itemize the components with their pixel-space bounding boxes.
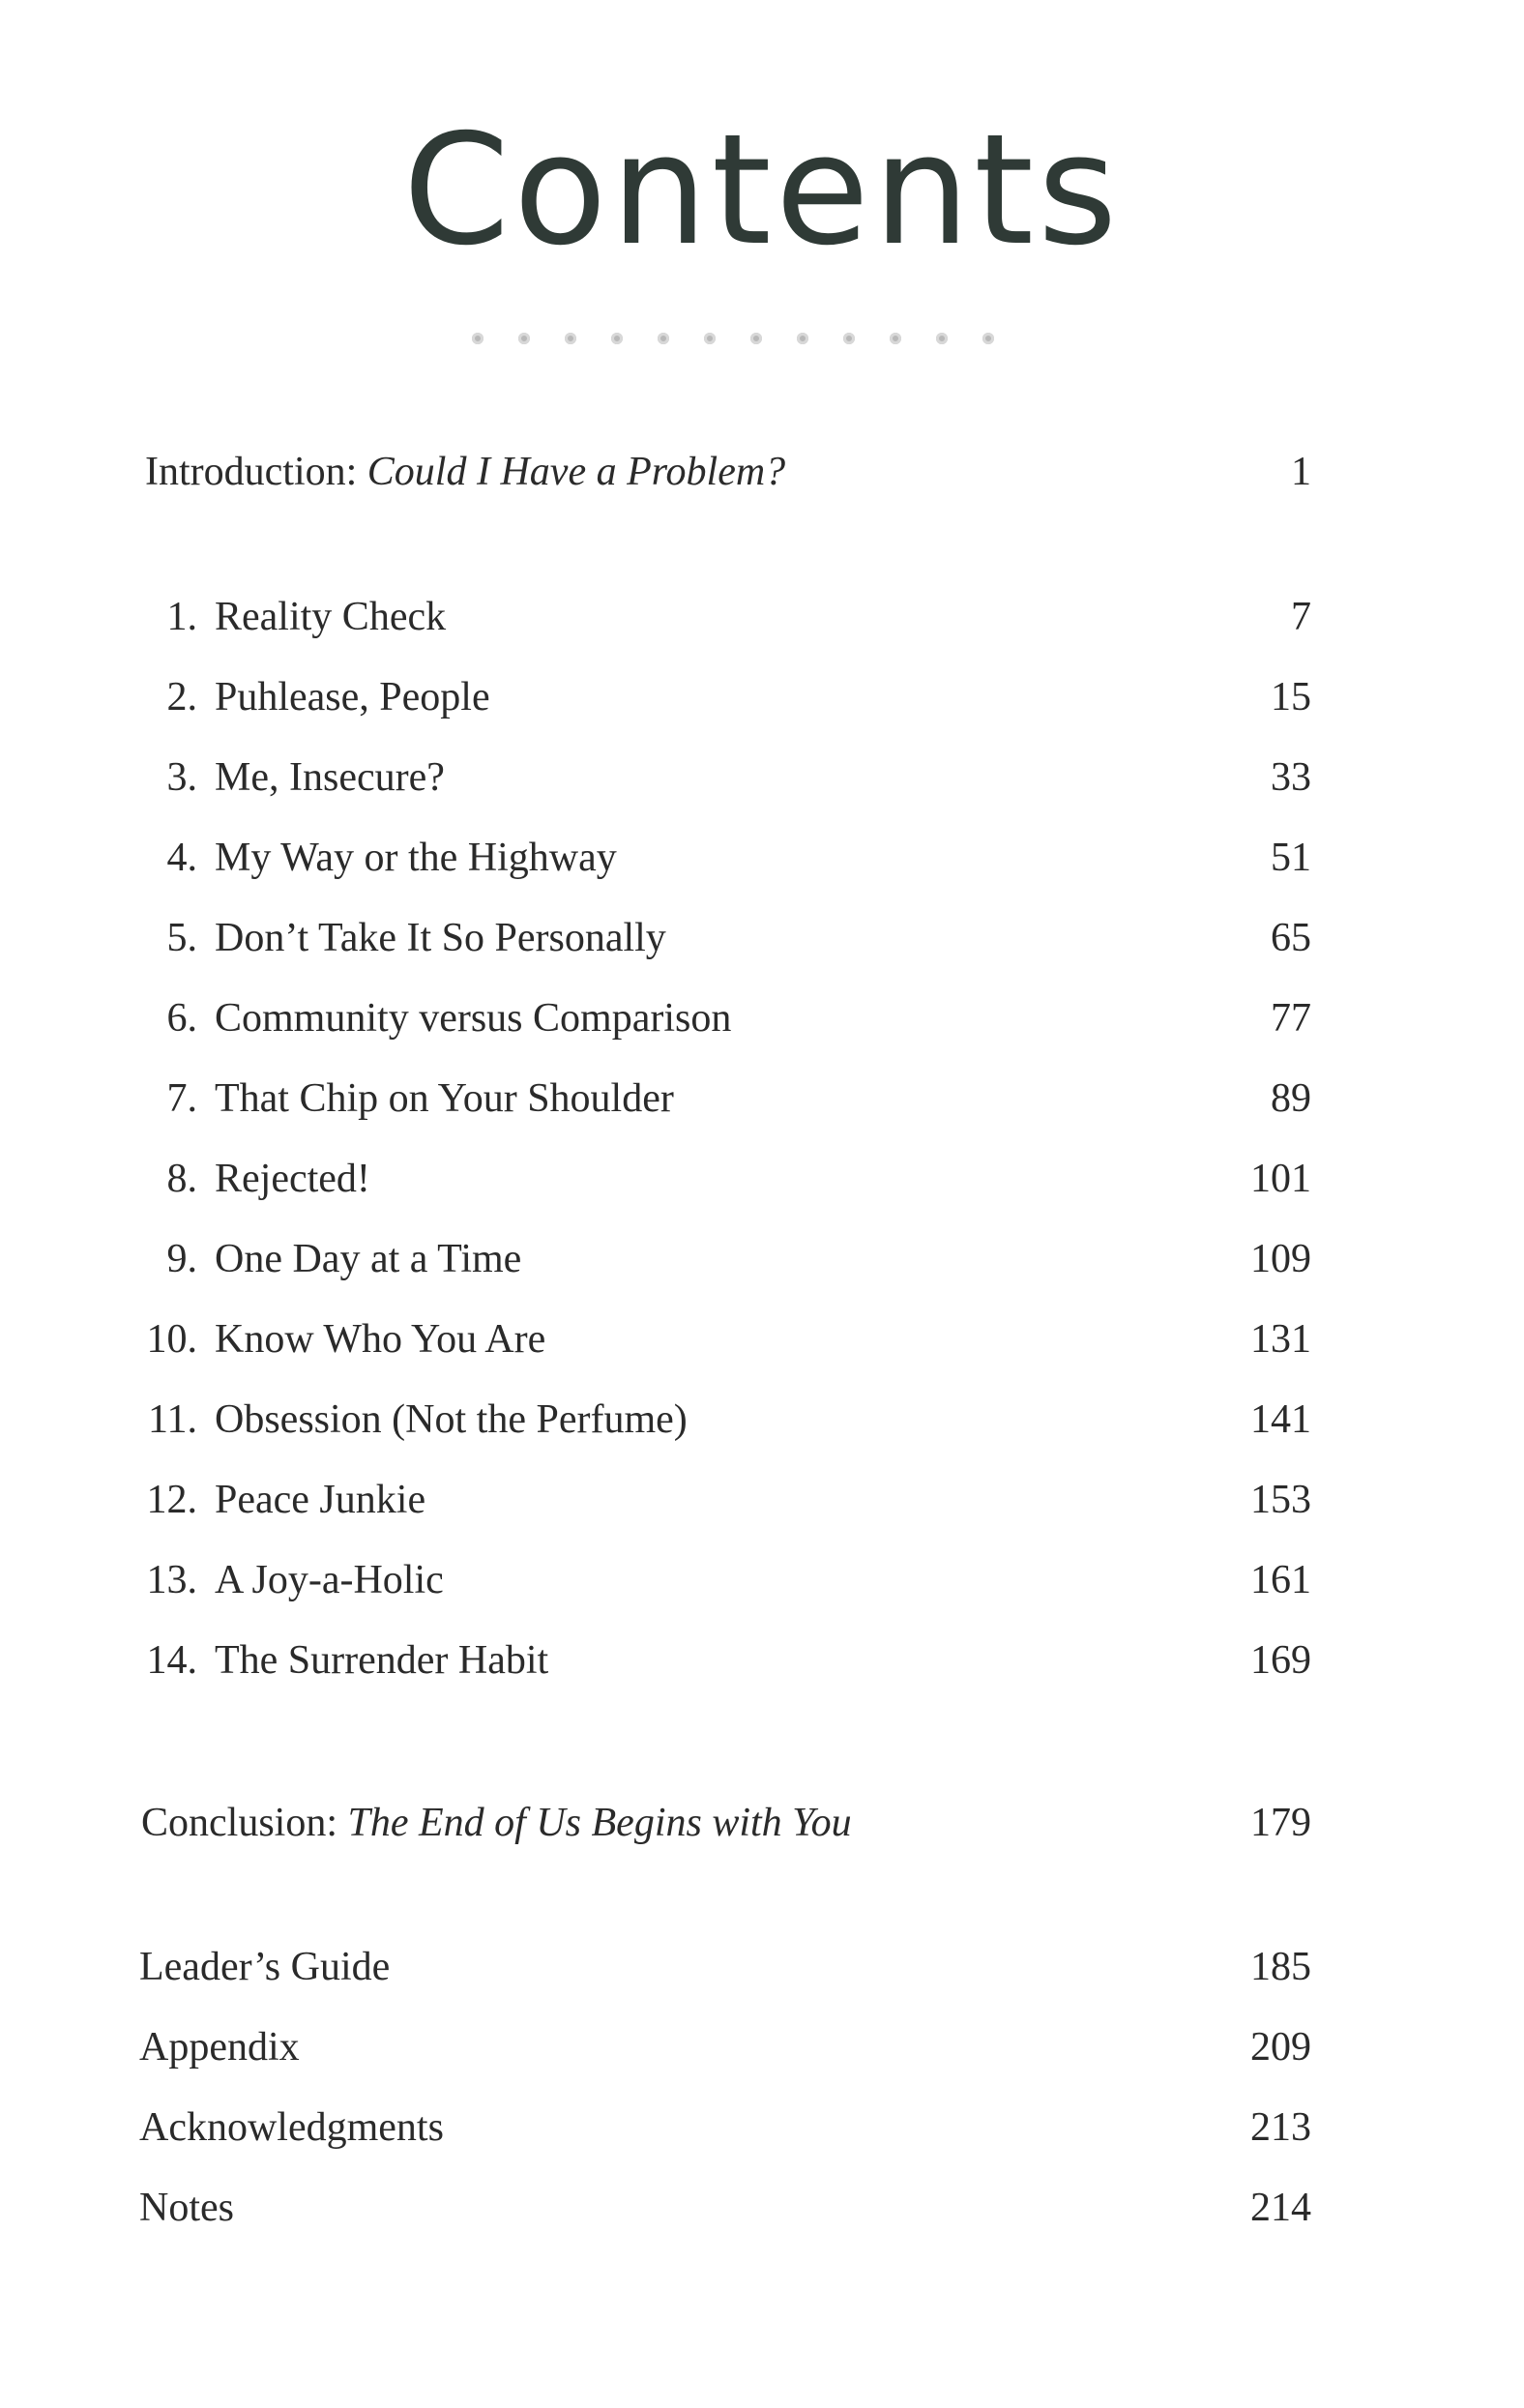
toc-entry-chapter[interactable] [0,588,1524,646]
dot-ornament [472,329,994,348]
toc-entry-chapter[interactable] [0,749,1524,807]
entry-title: Appendix [139,2025,300,2070]
ornament-dot-icon [750,333,762,344]
entry-prefix: Introduction: [145,450,358,494]
ornament-dot-icon [890,333,901,344]
page-number: 169 [1250,1638,1311,1683]
entry-subtitle: The End of Us Begins with You [347,1801,852,1845]
ornament-dot-icon [936,333,948,344]
toc-entry-conclusion[interactable] [0,1794,1524,1852]
chapter-number: 12. [146,1478,197,1522]
chapter-number: 5. [166,916,197,960]
chapter-number: 3. [166,755,197,800]
chapter-number: 14. [146,1638,197,1683]
toc-entry-back-matter[interactable] [0,2018,1524,2076]
page-number: 209 [1250,2025,1311,2070]
chapter-number: 13. [146,1558,197,1602]
entry-prefix: Conclusion: [141,1801,338,1845]
page-number: 15 [1271,675,1311,719]
chapter-title: Don’t Take It So Personally [215,916,666,960]
toc-entry-chapter[interactable] [0,1070,1524,1128]
chapter-title: That Chip on Your Shoulder [215,1076,674,1121]
toc-entry-chapter[interactable] [0,1391,1524,1449]
page-title: Contents [402,102,1122,279]
chapter-number: 1. [166,595,197,639]
page-number: 214 [1250,2186,1311,2230]
chapter-title: Reality Check [215,595,447,639]
chapter-number: 10. [146,1317,197,1362]
entry-title: Notes [139,2186,234,2230]
toc-entry-chapter[interactable] [0,989,1524,1047]
ornament-dot-icon [797,333,808,344]
ornament-dot-icon [982,333,994,344]
chapter-number: 6. [166,996,197,1041]
page-number: 65 [1271,916,1311,960]
entry-subtitle: Could I Have a Problem? [366,450,786,494]
page-number: 141 [1250,1397,1311,1442]
toc-entry-introduction[interactable] [0,443,1524,501]
page-number: 101 [1250,1157,1311,1201]
page-number: 51 [1271,836,1311,880]
page-number: 153 [1250,1478,1311,1522]
ornament-dot-icon [843,333,855,344]
chapter-number: 11. [148,1397,197,1442]
toc-entry-back-matter[interactable] [0,2099,1524,2157]
ornament-dot-icon [704,333,716,344]
chapter-title: Know Who You Are [215,1317,546,1362]
toc-entry-back-matter[interactable] [0,2179,1524,2237]
chapter-number: 7. [166,1076,197,1121]
chapter-title: Me, Insecure? [215,755,445,800]
entry-title: Leader’s Guide [139,1945,391,1989]
toc-entry-chapter[interactable] [0,1631,1524,1689]
chapter-number: 8. [166,1157,197,1201]
chapter-title: Community versus Comparison [215,996,732,1041]
toc-entry-chapter[interactable] [0,1551,1524,1609]
page-number: 7 [1291,595,1311,639]
toc-entry-chapter[interactable] [0,668,1524,726]
toc-entry-chapter[interactable] [0,1150,1524,1208]
toc-entry-back-matter[interactable] [0,1938,1524,1996]
page-number: 89 [1271,1076,1311,1121]
chapter-title: Rejected! [215,1157,370,1201]
toc-entry-chapter[interactable] [0,829,1524,887]
toc-entry-chapter[interactable] [0,909,1524,967]
chapter-title: The Surrender Habit [215,1638,549,1683]
page-number: 109 [1250,1237,1311,1281]
chapter-title: A Joy-a-Holic [215,1558,444,1602]
chapter-title: One Day at a Time [215,1237,522,1281]
page-number: 131 [1250,1317,1311,1362]
page-number: 185 [1250,1945,1311,1989]
page-number: 33 [1271,755,1311,800]
chapter-title: Puhlease, People [215,675,490,719]
page-number: 179 [1250,1801,1311,1845]
entry-title: Acknowledgments [139,2105,444,2150]
ornament-dot-icon [611,333,623,344]
toc-entry-chapter[interactable] [0,1471,1524,1529]
chapter-title: Peace Junkie [215,1478,426,1522]
chapter-number: 9. [166,1237,197,1281]
page-number: 213 [1250,2105,1311,2150]
page-number: 161 [1250,1558,1311,1602]
toc-entry-chapter[interactable] [0,1230,1524,1288]
page-number: 77 [1271,996,1311,1041]
chapter-title: My Way or the Highway [215,836,617,880]
chapter-number: 4. [166,836,197,880]
ornament-dot-icon [565,333,576,344]
chapter-number: 2. [166,675,197,719]
page-number: 1 [1291,450,1311,494]
toc-entry-chapter[interactable] [0,1310,1524,1368]
ornament-dot-icon [518,333,530,344]
ornament-dot-icon [658,333,669,344]
ornament-dot-icon [472,333,484,344]
chapter-title: Obsession (Not the Perfume) [215,1397,688,1442]
